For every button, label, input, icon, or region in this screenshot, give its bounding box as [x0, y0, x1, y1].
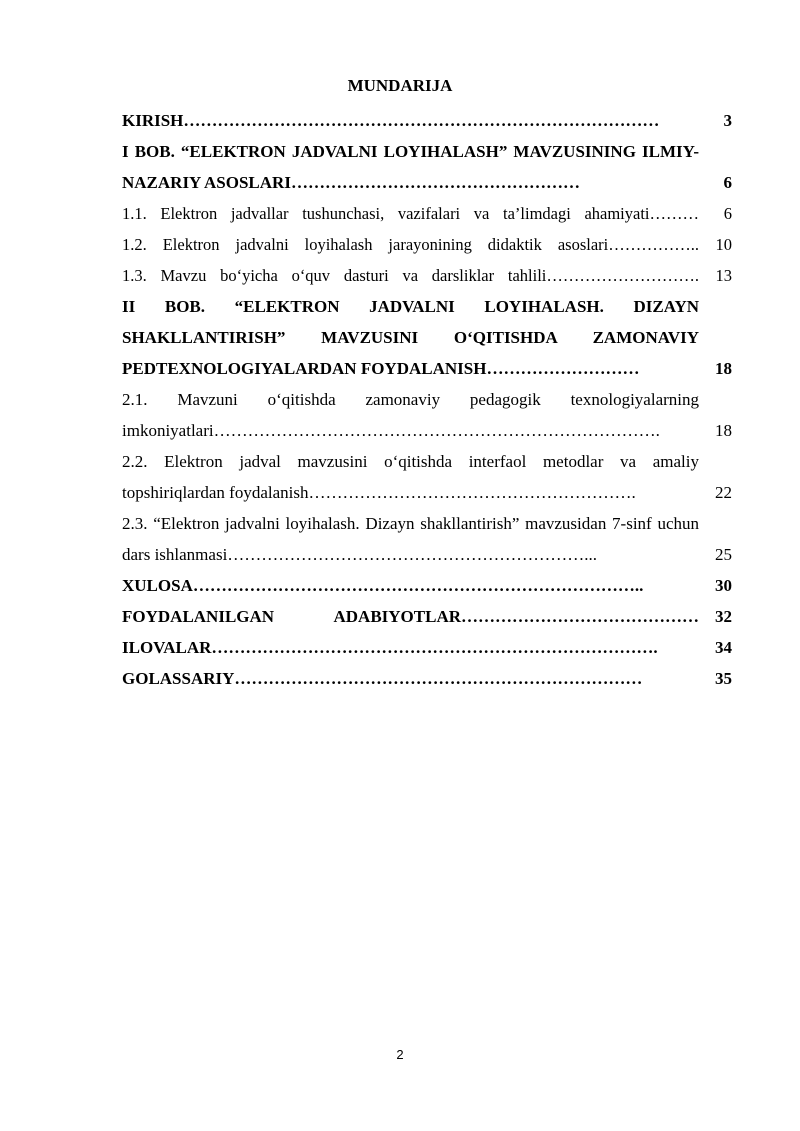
toc-entry-section-1-3	[122, 260, 732, 291]
toc-entry-page: 22	[715, 483, 732, 502]
toc-entry-text: FOYDALANILGAN ADABIYOTLAR……………………………………	[122, 607, 699, 626]
toc-entry-text: 1.1. Elektron jadvallar tushunchasi, vazifalari va ta’limdagi ahamiyati………	[122, 204, 699, 223]
toc-entry-page: 10	[715, 235, 732, 254]
document-title: MUNDARIJA	[347, 76, 453, 95]
toc-entry-page: 3	[723, 111, 732, 130]
toc-entry-text: KIRISH…………………………………………………………………………	[122, 111, 660, 130]
toc-entry-chapter-2	[122, 291, 732, 384]
toc-entry-page: 30	[715, 576, 732, 595]
toc-entry-kirish	[122, 105, 732, 136]
toc-entry-section-2-3	[122, 508, 732, 570]
toc-entry-text: 2.2. Elektron jadval mavzusini o‘qitishda interfaol metodlar va amaliy topshiriqlardan foydalanish………………………………………………….	[122, 452, 699, 502]
toc-entry-page: 6	[723, 204, 732, 223]
toc-entry-section-2-1	[122, 384, 732, 446]
toc-entry-page: 25	[715, 545, 732, 564]
toc-entry-text: I BOB. “ELEKTRON JADVALNI LOYIHALASH” MAVZUSINING ILMIY-NAZARIY ASOSLARI……………………………………………	[122, 142, 699, 192]
toc-entry-page: 18	[715, 421, 732, 440]
toc-entry-page: 6	[723, 173, 732, 192]
toc-entry-golassariy	[122, 663, 732, 694]
toc-entry-ilovalar	[122, 632, 732, 663]
toc-entry-xulosa	[122, 570, 732, 601]
toc-entry-text: II BOB. “ELEKTRON JADVALNI LOYIHALASH. DIZAYN SHAKLLANTIRISH” MAVZUSINI O‘QITISHDA ZAMONAVIY PEDTEXNOLOGIYALARDAN FOYDALANISH………………………	[122, 297, 699, 378]
toc-entry-page: 13	[715, 266, 732, 285]
toc-entry-text: 2.3. “Elektron jadvalni loyihalash. Dizayn shakllantirish” mavzusidan 7-sinf uchun dars ishlanmasi………………………………………………………...	[122, 514, 699, 564]
toc-entry-page: 18	[715, 359, 732, 378]
toc-entry-section-1-1	[122, 198, 732, 229]
toc-entry-page: 34	[715, 638, 732, 657]
toc-entry-text: XULOSA……………………………………………………………………..	[122, 576, 644, 595]
toc-entry-text: 2.1. Mavzuni o‘qitishda zamonaviy pedagogik texnologiyalarning imkoniyatlari…………………………………………………………………….	[122, 390, 699, 440]
toc-entry-chapter-1	[122, 136, 732, 198]
toc-entry-page: 35	[715, 669, 732, 688]
toc-entry-adabiyotlar	[122, 601, 732, 632]
toc-entry-text: GOLASSARIY………………………………………………………………	[122, 669, 643, 688]
toc-entry-section-1-2	[122, 229, 732, 260]
toc-entry-page: 32	[715, 607, 732, 626]
toc-entry-section-2-2	[122, 446, 732, 508]
table-of-contents	[122, 105, 732, 694]
page-number: 2	[396, 1047, 404, 1062]
toc-entry-text: 1.2. Elektron jadvalni loyihalash jarayonining didaktik asoslari……………..	[122, 235, 699, 254]
toc-entry-text: 1.3. Mavzu bo‘yicha o‘quv dasturi va darsliklar tahlili……………………….	[122, 266, 699, 285]
toc-entry-text: ILOVALAR…………………………………………………………………….	[122, 638, 658, 657]
